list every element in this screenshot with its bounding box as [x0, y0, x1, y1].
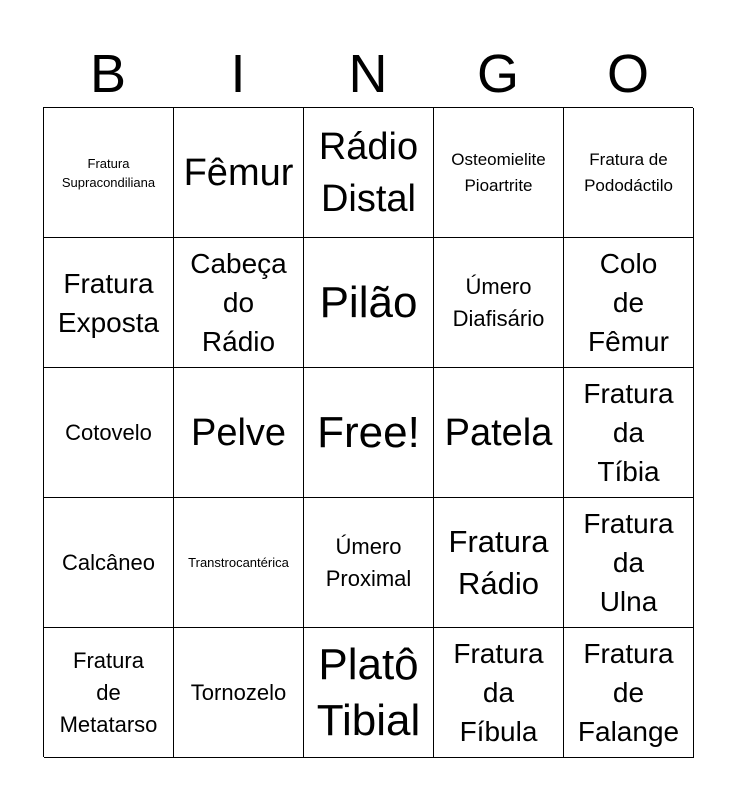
cell-text: Fratura de Metatarso — [59, 647, 158, 737]
bingo-cell[interactable] — [174, 238, 304, 368]
bingo-cell[interactable] — [304, 628, 434, 758]
cell-text: Fratura Rádio — [448, 523, 549, 601]
header-letter-i: I — [230, 44, 246, 104]
bingo-cell[interactable] — [434, 238, 564, 368]
cell-text: Úmero Diafisário — [452, 273, 545, 331]
bingo-cell[interactable] — [564, 628, 694, 758]
bingo-cell[interactable] — [434, 108, 564, 238]
bingo-cell[interactable] — [564, 368, 694, 498]
cell-text: Úmero Proximal — [325, 533, 412, 591]
cell-text: Calcâneo — [62, 549, 155, 575]
cell-text: Fratura da Tíbia — [583, 378, 674, 487]
header-letter-n: N — [348, 44, 388, 104]
bingo-cell[interactable] — [44, 628, 174, 758]
cell-text: Fratura de Pododáctilo — [584, 149, 673, 195]
bingo-cell[interactable] — [304, 238, 434, 368]
bingo-cell[interactable] — [434, 628, 564, 758]
header-letter-o: O — [606, 44, 649, 104]
cell-text: Tornozelo — [190, 679, 287, 705]
cell-text: Osteomielite Pioartrite — [451, 149, 546, 195]
bingo-board — [43, 107, 693, 757]
bingo-header — [43, 40, 693, 108]
cell-text: Fêmur — [183, 151, 294, 194]
cell-text: Rádio Distal — [318, 125, 419, 220]
bingo-cell[interactable] — [174, 108, 304, 238]
bingo-cell[interactable] — [304, 108, 434, 238]
bingo-cell[interactable] — [564, 498, 694, 628]
free-space-cell[interactable] — [304, 368, 434, 498]
cell-text: Patela — [444, 411, 553, 454]
free-space-text: Free! — [317, 407, 420, 457]
bingo-cell[interactable] — [44, 368, 174, 498]
bingo-cell[interactable] — [174, 498, 304, 628]
cell-text: Transtrocantérica — [188, 555, 289, 570]
cell-text: Fratura da Ulna — [583, 508, 674, 617]
bingo-cell[interactable] — [564, 238, 694, 368]
bingo-cell[interactable] — [174, 368, 304, 498]
cell-text: Cabeça do Rádio — [190, 248, 287, 357]
bingo-cell[interactable] — [434, 368, 564, 498]
cell-text: Cotovelo — [65, 419, 152, 445]
cell-text: Fratura da Fíbula — [453, 638, 544, 747]
cell-text: Platô Tibial — [316, 639, 421, 745]
cell-text: Pelve — [190, 411, 287, 454]
bingo-cell[interactable] — [44, 108, 174, 238]
bingo-cell[interactable] — [434, 498, 564, 628]
cell-text: Fratura Exposta — [57, 267, 160, 338]
header-letter-b: B — [89, 44, 127, 104]
cell-text: Fratura Supracondiliana — [61, 155, 156, 190]
cell-text: Fratura de Falange — [577, 638, 680, 747]
cell-text: Colo de Fêmur — [588, 248, 669, 357]
bingo-cell[interactable] — [44, 498, 174, 628]
bingo-cell[interactable] — [44, 238, 174, 368]
cell-text: Pilão — [319, 277, 418, 327]
bingo-cell[interactable] — [564, 108, 694, 238]
bingo-cell[interactable] — [174, 628, 304, 758]
header-letter-g: G — [476, 44, 519, 104]
bingo-cell[interactable] — [304, 498, 434, 628]
